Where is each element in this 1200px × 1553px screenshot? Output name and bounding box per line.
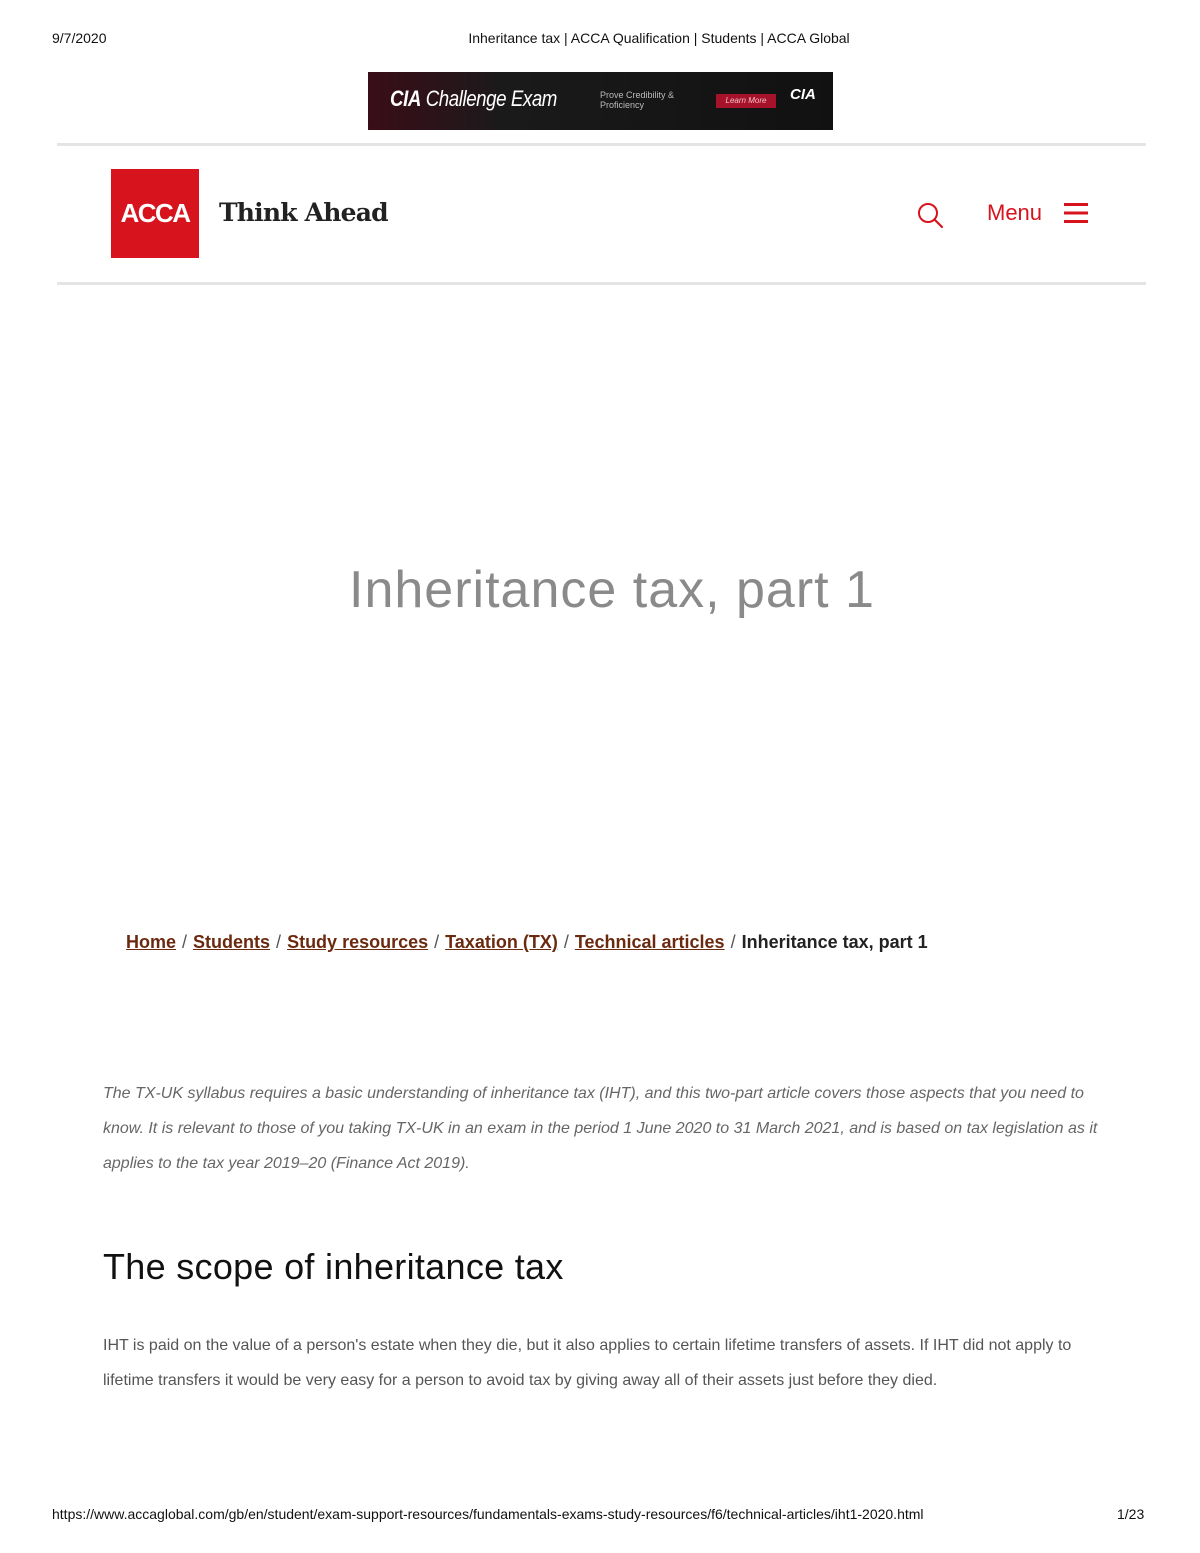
print-date: 9/7/2020 — [52, 30, 107, 46]
header-divider-bottom — [57, 282, 1146, 285]
page-title: Inheritance tax, part 1 — [349, 561, 875, 619]
breadcrumb-technical-articles[interactable]: Technical articles — [574, 932, 725, 952]
section-body: IHT is paid on the value of a person's estate when they die, but it also applies to certain lifetime transfers of assets. If IHT did not apply to lifetime transfers it would be very easy for a person to avoid tax by giving away all of their assets just before they died. — [103, 1337, 1072, 1389]
print-page-title: Inheritance tax | ACCA Qualification | Students | ACCA Global — [468, 30, 850, 46]
breadcrumb-students[interactable]: Students — [193, 932, 271, 952]
print-url: https://www.accaglobal.com/gb/en/student/exam-support-resources/fundamentals-exams-study-resources/f6/technical-articles/iht1-2020.html — [52, 1506, 924, 1522]
breadcrumb-current: Inheritance tax, part 1 — [741, 932, 928, 952]
ad-tagline: Prove Credibility & Proficiency — [600, 90, 675, 110]
ad-cia-logo: CIA — [790, 86, 816, 103]
breadcrumb-taxation[interactable]: Taxation (TX) — [445, 932, 558, 952]
breadcrumb-study-resources[interactable]: Study resources — [287, 932, 429, 952]
ad-title-prefix: CIA — [390, 86, 421, 111]
breadcrumb-home[interactable]: Home — [126, 932, 177, 952]
search-icon — [915, 200, 945, 230]
ad-title-rest: Challenge Exam — [420, 86, 557, 111]
breadcrumb-separator: / — [276, 932, 282, 952]
section-heading: The scope of inheritance tax — [103, 1246, 564, 1287]
hamburger-icon — [1064, 202, 1088, 224]
menu-label: Menu — [987, 200, 1043, 225]
think-ahead-tagline: Think Ahead — [219, 198, 388, 227]
ad-learn-more-button[interactable]: Learn More — [716, 94, 776, 108]
acca-logo[interactable]: ACCA — [111, 169, 199, 258]
ad-title — [390, 86, 557, 112]
print-page-number: 1/23 — [1117, 1506, 1145, 1522]
print-header — [0, 30, 1200, 50]
article-intro: The TX-UK syllabus requires a basic understanding of inheritance tax (IHT), and this two-part article covers those aspects that you need to know. It is relevant to those of you taking TX-UK in an exam in the period 1 June 2020 to 31 March 2021, and is based on tax legislation as it applies to the tax year 2019–20 (Finance Act 2019). — [103, 1085, 1098, 1172]
breadcrumb — [126, 932, 928, 953]
menu-button[interactable] — [987, 198, 1088, 228]
breadcrumb-separator: / — [434, 932, 440, 952]
search-button[interactable] — [915, 200, 945, 230]
breadcrumb-separator: / — [182, 932, 188, 952]
breadcrumb-separator: / — [730, 932, 736, 952]
header-divider-top — [57, 143, 1146, 146]
ad-banner[interactable] — [368, 72, 833, 130]
breadcrumb-separator: / — [563, 932, 569, 952]
